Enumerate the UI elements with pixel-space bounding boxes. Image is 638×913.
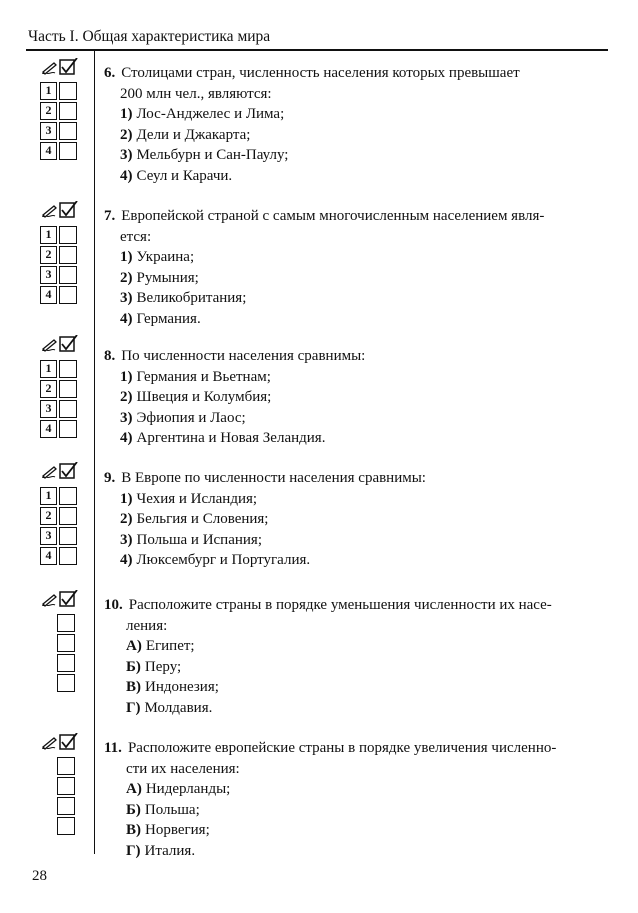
question-text-cont: ления: [126, 617, 168, 634]
pencil-check-icon [40, 201, 80, 219]
order-box-1[interactable] [57, 757, 75, 775]
option-3: 3) Польша и Испания; [120, 531, 262, 548]
pencil-check-icon [40, 335, 80, 353]
page-number: 28 [32, 868, 47, 884]
header-rule [26, 49, 608, 51]
answer-box-3[interactable]: 3 [40, 122, 80, 140]
order-box-4[interactable] [57, 674, 75, 692]
option-a: А) Египет; [126, 638, 195, 654]
answer-box-1[interactable]: 1 [40, 82, 80, 100]
question-10 [104, 595, 608, 718]
question-text: В Европе по численности населения сравнимы: [121, 470, 426, 486]
option-4: 4) Германия. [120, 310, 201, 327]
option-d: Г) Италия. [126, 842, 196, 859]
question-text-cont: 200 млн чел., являются: [120, 85, 272, 102]
question-text: По численности населения сравнимы: [121, 348, 366, 364]
answer-box-2[interactable]: 2 [40, 246, 80, 264]
question-8 [104, 346, 608, 449]
question-text-cont: ется: [120, 228, 152, 245]
order-box-4[interactable] [57, 817, 75, 835]
question-11 [104, 738, 608, 861]
option-c: В) Норвегия; [126, 822, 210, 838]
answer-box-4[interactable]: 4 [40, 286, 80, 304]
margin-divider [94, 51, 95, 854]
question-text: Расположите страны в порядке уменьшения численности их насе- [128, 597, 552, 613]
option-3: 3) Великобритания; [120, 290, 247, 306]
pencil-check-icon [40, 590, 80, 608]
answer-box-3[interactable]: 3 [40, 527, 80, 545]
answer-box-2[interactable]: 2 [40, 380, 80, 398]
order-box-1[interactable] [57, 614, 75, 632]
question-text: Расположите европейские страны в порядке увеличения численно- [127, 740, 557, 756]
question-text-cont: сти их населения: [126, 760, 240, 777]
option-a: А) Нидерланды; [126, 781, 231, 797]
answer-box-2[interactable]: 2 [40, 102, 80, 120]
option-4: 4) Аргентина и Новая Зеландия. [120, 430, 326, 446]
question-text: Европейской страной с самым многочисленным населением явля- [121, 208, 545, 224]
question-number: 6. [104, 65, 116, 81]
question-number: 8. [104, 348, 116, 364]
option-4: 4) Люксембург и Португалия. [120, 552, 311, 568]
option-4: 4) Сеул и Карачи. [120, 167, 233, 184]
answer-box-1[interactable]: 1 [40, 226, 80, 244]
option-2: 2) Дели и Джакарта; [120, 126, 251, 143]
order-box-2[interactable] [57, 634, 75, 652]
option-3: 3) Мельбурн и Сан-Паулу; [120, 147, 289, 163]
pencil-check-icon [40, 58, 80, 76]
answer-box-4[interactable]: 4 [40, 142, 80, 160]
running-header: Часть I. Общая характеристика мира [28, 28, 271, 45]
answer-box-2[interactable]: 2 [40, 507, 80, 525]
option-1: 1) Чехия и Исландия; [120, 490, 258, 507]
question-number: 9. [104, 470, 116, 486]
option-2: 2) Швеция и Колумбия; [120, 389, 272, 405]
option-d: Г) Молдавия. [126, 699, 213, 716]
option-1: 1) Германия и Вьетнам; [120, 368, 271, 385]
answer-box-1[interactable]: 1 [40, 360, 80, 378]
question-text: Столицами стран, численность населения которых превышает [121, 65, 520, 81]
order-box-3[interactable] [57, 797, 75, 815]
option-2: 2) Бельгия и Словения; [120, 511, 269, 527]
option-b: Б) Перу; [126, 658, 182, 675]
order-box-2[interactable] [57, 777, 75, 795]
answer-box-4[interactable]: 4 [40, 420, 80, 438]
order-box-3[interactable] [57, 654, 75, 672]
answer-box-4[interactable]: 4 [40, 547, 80, 565]
option-3: 3) Эфиопия и Лаос; [120, 409, 246, 426]
pencil-check-icon [40, 462, 80, 480]
option-1: 1) Украина; [120, 249, 195, 265]
answer-box-3[interactable]: 3 [40, 400, 80, 418]
answer-box-3[interactable]: 3 [40, 266, 80, 284]
question-9 [104, 468, 608, 571]
option-2: 2) Румыния; [120, 269, 199, 286]
question-number: 7. [104, 208, 116, 224]
pencil-check-icon [40, 733, 80, 751]
question-number: 11. [104, 740, 122, 756]
option-b: Б) Польша; [126, 801, 200, 818]
option-1: 1) Лос-Анджелес и Лима; [120, 106, 285, 122]
answer-box-1[interactable]: 1 [40, 487, 80, 505]
option-c: В) Индонезия; [126, 679, 219, 695]
question-6 [104, 63, 608, 186]
question-number: 10. [104, 597, 123, 613]
question-7 [104, 206, 608, 329]
